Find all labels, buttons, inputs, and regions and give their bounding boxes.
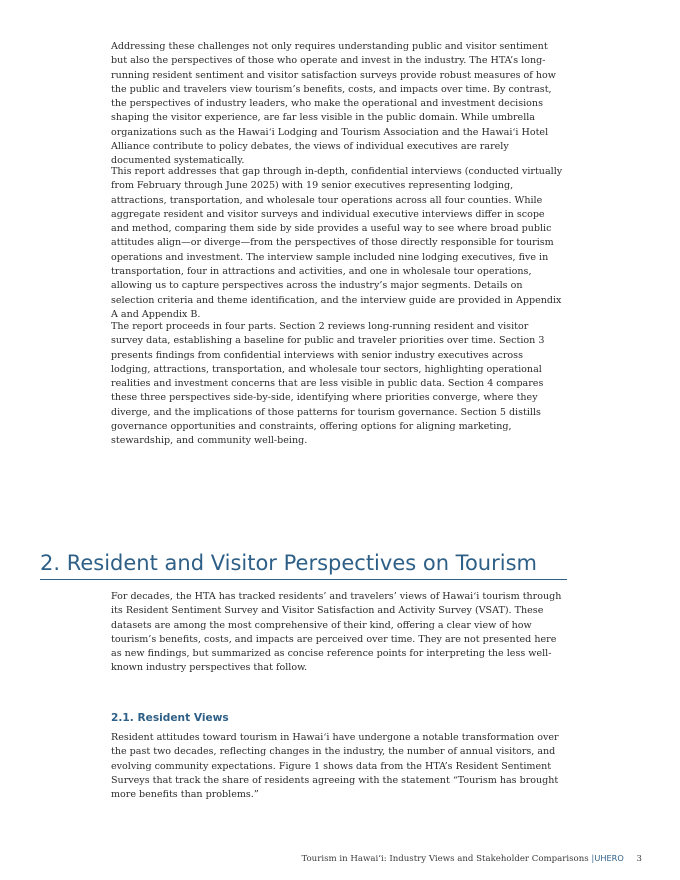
section-2-paragraph-block — [111, 590, 563, 676]
section-2-paragraph: For decades, the HTA has tracked residents’ and travelers’ views of Hawai‘i tourism through its Resident Sentiment Survey and Visitor Satisfaction and Activity Survey (VSAT). These datasets are among the most comprehensive of their kind, offering a clear view of how tourism’s benefits, costs, and impacts are perceived over time. They are not presented here as new findings, but summarized as concise reference points for interpreting the less well-known industry perspectives that follow. — [111, 591, 562, 674]
subsection-2-1-paragraph: Resident attitudes toward tourism in Hawai‘i have undergone a notable transformation over the past two decades, reflecting changes in the industry, the number of annual visitors, and evolving community expectations. Figure 1 shows data from the HTA’s Resident Sentiment Surveys that track the share of residents agreeing with the statement “Tourism has brought more benefits than problems.” — [111, 732, 559, 801]
footer-org: UHERO — [594, 853, 624, 863]
intro-paragraph-3: The report proceeds in four parts. Section 2 reviews long-running resident and visitor survey data, establishing a baseline for public and traveler priorities over time. Section 3 presents findings from confidential interviews with senior industry executives across lodging, attractions, transportation, and wholesale tour sectors, highlighting operational realities and investment concerns that are less visible in public data. Section 4 compares these three perspectives side-by-side, identifying where priorities converge, where they diverge, and the implications of those patterns for tourism governance. Section 5 distills governance opportunities and constraints, offering options for aligning marketing, stewardship, and community well-being. — [111, 321, 545, 447]
footer-separator: | — [591, 854, 595, 864]
footer-title: Tourism in Hawai‘i: Industry Views and Stakeholder Comparisons — [301, 854, 589, 864]
intro-paragraph-3-block — [111, 320, 563, 449]
intro-paragraph-1: Addressing these challenges not only requires understanding public and visitor sentiment but also the perspectives of those who operate and invest in the industry. The HTA’s long-running resident sentiment and visitor satisfaction surveys provide robust measures of how the public and travelers view tourism’s benefits, costs, and impacts over time. By contrast, the perspectives of industry leaders, who make the operational and investment decisions shaping the visitor experience, are far less visible in the public domain. While umbrella organizations such as the Hawai‘i Lodging and Tourism Association and the Hawai‘i Hotel Alliance contribute to policy debates, the views of individual executives are rarely documented systematically. — [111, 41, 556, 167]
subsection-2-1-heading: 2.1. Resident Views — [111, 712, 229, 724]
page-footer — [301, 852, 642, 865]
intro-paragraph-2: This report addresses that gap through in-depth, confidential interviews (conducted virtually from February through June 2025) with 19 senior executives representing lodging, attractions, transportation, and wholesale tour operations across all four counties. While aggregate resident and visitor surveys and individual executive interviews differ in scope and method, comparing them side by side provides a useful way to see where broad public attitudes align—or diverge—from the perspectives of those directly responsible for tourism operations and investment. The interview sample included nine lodging executives, five in transportation, four in attractions and activities, and one in wholesale tour operations, allowing us to capture perspectives across the industry’s major segments. Details on selection criteria and theme identification, and the interview guide are provided in Appendix A and Appendix B. — [111, 166, 563, 320]
intro-paragraph-1-block — [111, 40, 563, 169]
subsection-2-1-paragraph-block — [111, 731, 563, 802]
page-number: 3 — [636, 854, 642, 864]
section-2-heading: 2. Resident and Visitor Perspectives on Tourism — [40, 548, 567, 580]
intro-paragraph-2-block — [111, 165, 563, 322]
